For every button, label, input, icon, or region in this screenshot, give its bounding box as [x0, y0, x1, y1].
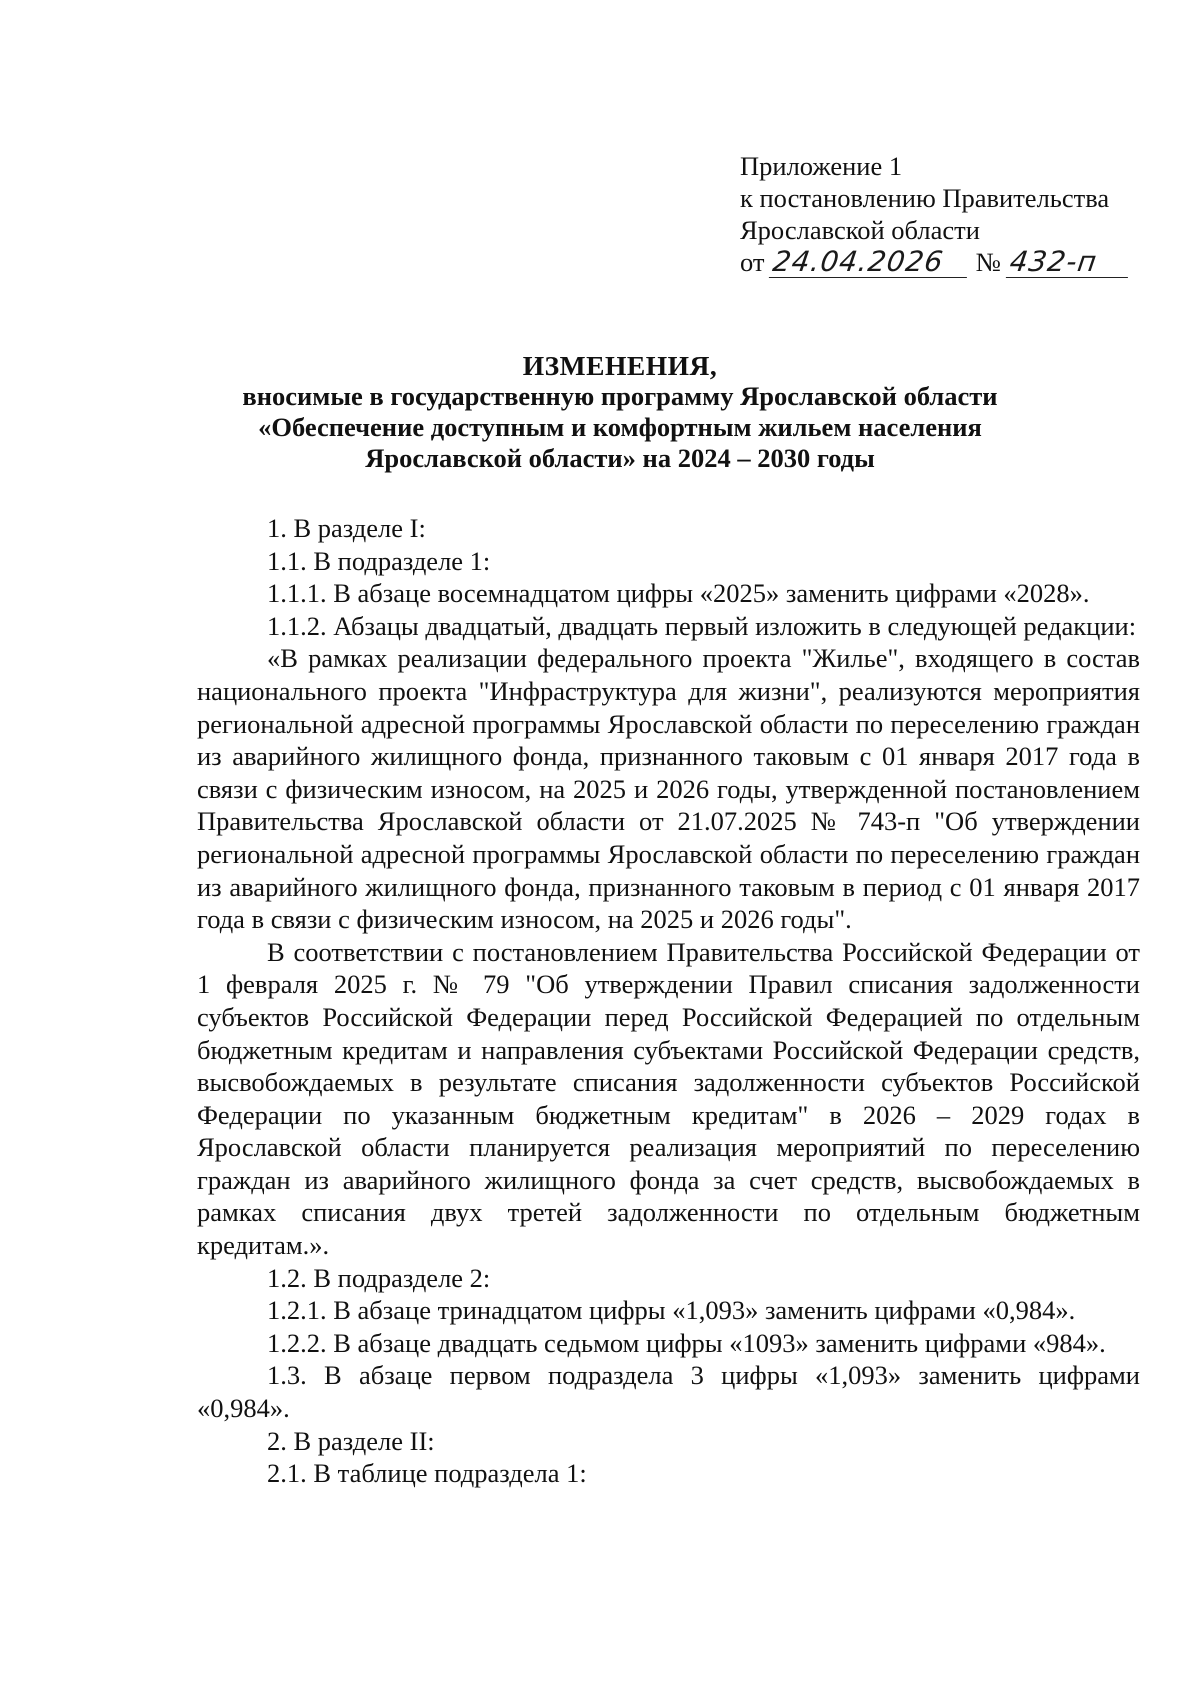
- appendix-decree-ref: к постановлению Правительства: [740, 183, 1110, 213]
- quoted-paragraph-2: В соответствии с постановлением Правительства Российской Федерации от 1 февраля 2025 г. № 79 "Об утверждении Правил списания задолженности субъектов Российской Федерации перед Российской Федерацией по отдельным бюджетным кредитам и направления субъектами Российской Федерации средств, высвобождаемых в результате списания задолженности субъектов Российской Федерации по указанным бюджетным кредитам" в 2026 – 2029 годах в Ярославской области планируется реализация мероприятий по переселению граждан из аварийного жилищного фонда за счет средств, высвобождаемых в рамках списания двух третей задолженности по отдельным бюджетным кредитам.».: [197, 936, 1140, 1261]
- paragraph-1-2-1: 1.2.1. В абзаце тринадцатом цифры «1,093» заменить цифрами «0,984».: [267, 1295, 1076, 1326]
- quoted-paragraph-1: «В рамках реализации федерального проекта "Жилье", входящего в состав национального проекта "Инфраструктура для жизни", реализуются мероприятия региональной адресной программы Ярославской области по переселению граждан из аварийного жилищного фонда, признанного таковым с 01 января 2017 года в связи с физическим износом, на 2025 и 2026 годы, утвержденной постановлением Правительства Ярославской области от 21.07.2025 № 743-п "Об утверждении региональной адресной программы Ярославской области по переселению граждан из аварийного жилищного фонда, признанного таковым в период с 01 января 2017 года в связи с физическим износом, на 2025 и 2026 годы".: [197, 643, 1140, 935]
- number-prefix: №: [975, 247, 1002, 277]
- paragraph-2: 2. В разделе II:: [267, 1425, 435, 1456]
- paragraph-1-2: 1.2. В подразделе 2:: [267, 1262, 491, 1293]
- appendix-date-number: [740, 246, 1160, 282]
- title-line-2: вносимые в государственную программу Ярославской области: [242, 381, 998, 411]
- paragraph-1: 1. В разделе I:: [267, 513, 426, 543]
- appendix-region: Ярославской области: [740, 215, 980, 245]
- paragraph-2-1: 2.1. В таблице подраздела 1:: [267, 1458, 587, 1489]
- paragraph-1-1: 1.1. В подразделе 1:: [267, 545, 491, 576]
- paragraph-1-1-2: 1.1.2. Абзацы двадцатый, двадцать первый изложить в следующей редакции:: [267, 610, 1137, 641]
- appendix-title: Приложение 1: [740, 151, 903, 181]
- title-heading: ИЗМЕНЕНИЯ,: [522, 350, 718, 381]
- handwritten-number: 432-п: [1005, 247, 1131, 278]
- document-body: [197, 512, 1140, 1490]
- date-prefix: от: [740, 247, 765, 277]
- title-line-4: Ярославской области» на 2024 – 2030 годы: [365, 443, 875, 473]
- handwritten-date: 24.04.2026: [769, 247, 971, 278]
- appendix-block: [740, 150, 1160, 282]
- paragraph-1-1-1: 1.1.1. В абзаце восемнадцатом цифры «2025» заменить цифрами «2028».: [267, 578, 1090, 609]
- paragraph-1-3: 1.3. В абзаце первом подраздела 3 цифры «1,093» заменить цифрами «0,984».: [197, 1360, 1140, 1424]
- document-title: [180, 350, 1060, 474]
- paragraph-1-2-2: 1.2.2. В абзаце двадцать седьмом цифры «1093» заменить цифрами «984».: [267, 1327, 1106, 1358]
- title-line-3: «Обеспечение доступным и комфортным жильем населения: [258, 412, 982, 442]
